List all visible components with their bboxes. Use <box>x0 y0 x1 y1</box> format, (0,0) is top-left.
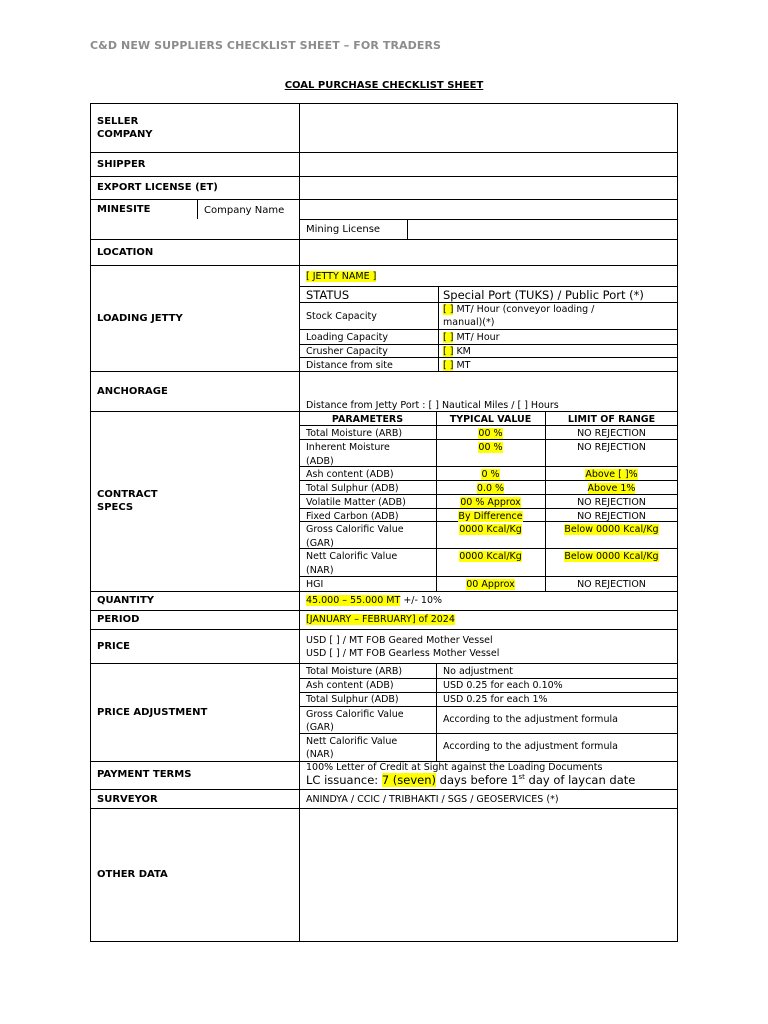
spec-limit-value: Below 0000 Kcal/Kg <box>564 524 659 535</box>
payment-terms-label: PAYMENT TERMS <box>97 769 192 780</box>
adjustment-value: According to the adjustment formula <box>443 741 618 752</box>
price-adjustment-label: PRICE ADJUSTMENT <box>97 707 208 718</box>
spec-limit-value: Above 1% <box>587 483 636 494</box>
loading-jetty-label: LOADING JETTY <box>97 313 183 324</box>
spec-typical-value: 0000 Kcal/Kg <box>459 551 522 562</box>
location-label: LOCATION <box>97 247 154 258</box>
adjustment-param: Total Moisture (ARB) <box>306 666 403 677</box>
spec-limit-value: NO REJECTION <box>577 442 646 453</box>
spec-param: Ash content (ADB) <box>306 469 394 480</box>
spec-param: Total Sulphur (ADB) <box>306 483 399 494</box>
spec-limit-value: NO REJECTION <box>577 428 646 439</box>
spec-header-typical: TYPICAL VALUE <box>449 414 532 425</box>
spec-typical-value: 0.0 % <box>476 483 505 494</box>
spec-typical-value: 00 % <box>478 428 503 439</box>
spec-limit-value: NO REJECTION <box>577 579 646 590</box>
other-data-label: OTHER DATA <box>97 869 168 880</box>
surveyor-label: SURVEYOR <box>97 794 158 805</box>
adjustment-param-suffix: (NAR) <box>306 749 334 760</box>
loading-capacity-value: [ ] MT/ Hour <box>443 332 500 343</box>
spec-param-suffix: (GAR) <box>306 538 334 549</box>
crusher-capacity-value: [ ] KM <box>443 346 471 357</box>
price-geared: USD [ ] / MT FOB Geared Mother Vessel <box>306 635 493 646</box>
spec-limit-value: Below 0000 Kcal/Kg <box>564 551 659 562</box>
stock-capacity-value-2: manual)(*) <box>443 317 495 328</box>
payment-terms-line1: 100% Letter of Credit at Sight against the Loading Documents <box>306 762 603 773</box>
company-name-label: Company Name <box>204 205 285 216</box>
stock-capacity-label: Stock Capacity <box>306 311 377 322</box>
seller-label-2: COMPANY <box>97 129 153 140</box>
distance-from-site-label: Distance from site <box>306 360 393 371</box>
anchorage-distance: Distance from Jetty Port : [ ] Nautical Miles / [ ] Hours <box>306 400 559 411</box>
spec-param-suffix: (ADB) <box>306 456 334 467</box>
adjustment-value: USD 0.25 for each 0.10% <box>443 680 563 691</box>
spec-param: HGI <box>306 579 324 590</box>
spec-limit-value: NO REJECTION <box>577 511 646 522</box>
quantity-value: 45.000 – 55.000 MT +/- 10% <box>306 595 443 606</box>
spec-param: Fixed Carbon (ADB) <box>306 511 399 522</box>
shipper-label: SHIPPER <box>97 159 146 170</box>
spec-param: Inherent Moisture <box>306 442 390 453</box>
spec-limit-value: Above [ ]% <box>585 469 638 480</box>
period-label: PERIOD <box>97 614 140 625</box>
spec-limit-value: NO REJECTION <box>577 497 646 508</box>
page-header: C&D NEW SUPPLIERS CHECKLIST SHEET – FOR TRADERS <box>90 39 442 52</box>
spec-param: Nett Calorific Value <box>306 551 398 562</box>
surveyor-value: ANINDYA / CCIC / TRIBHAKTI / SGS / GEOSERVICES (*) <box>306 794 559 805</box>
export-license-label: EXPORT LICENSE (ET) <box>97 182 218 193</box>
minesite-label: MINESITE <box>97 204 151 215</box>
spec-header-limit: LIMIT OF RANGE <box>567 414 656 425</box>
crusher-capacity-label: Crusher Capacity <box>306 346 388 357</box>
stock-capacity-value: [ ] MT/ Hour (conveyor loading / <box>443 304 595 315</box>
adjustment-value: No adjustment <box>443 666 513 677</box>
spec-param: Total Moisture (ARB) <box>306 428 403 439</box>
adjustment-param: Ash content (ADB) <box>306 680 394 691</box>
price-gearless: USD [ ] / MT FOB Gearless Mother Vessel <box>306 648 500 659</box>
spec-param: Volatile Matter (ADB) <box>306 497 406 508</box>
period-value: [JANUARY – FEBRUARY] of 2024 <box>306 614 455 625</box>
adjustment-param: Gross Calorific Value <box>306 709 404 720</box>
spec-typical-value: 00 % Approx <box>460 497 521 508</box>
spec-typical-value: By Difference <box>458 511 523 522</box>
adjustment-param: Total Sulphur (ADB) <box>306 694 399 705</box>
adjustment-value: According to the adjustment formula <box>443 714 618 725</box>
status-value: Special Port (TUKS) / Public Port (*) <box>443 288 644 302</box>
spec-header-parameters: PARAMETERS <box>331 414 404 425</box>
page-title: COAL PURCHASE CHECKLIST SHEET <box>284 80 484 91</box>
lc-issuance: LC issuance: 7 (seven) days before 1st day of laycan date <box>306 773 636 787</box>
adjustment-param-suffix: (GAR) <box>306 722 334 733</box>
price-label: PRICE <box>97 641 130 652</box>
contract-specs-label-2: SPECS <box>97 502 134 513</box>
mining-license-label: Mining License <box>306 224 381 235</box>
distance-from-site-value: [ ] MT <box>443 360 471 371</box>
loading-capacity-label: Loading Capacity <box>306 332 389 343</box>
contract-specs-label: CONTRACT <box>97 489 158 500</box>
quantity-label: QUANTITY <box>97 595 155 606</box>
spec-typical-value: 0000 Kcal/Kg <box>459 524 522 535</box>
jetty-name: [ JETTY NAME ] <box>306 271 377 282</box>
adjustment-value: USD 0.25 for each 1% <box>443 694 548 705</box>
spec-param-suffix: (NAR) <box>306 565 334 576</box>
spec-param: Gross Calorific Value <box>306 524 404 535</box>
spec-typical-value: 00 Approx <box>466 579 515 590</box>
seller-label: SELLER <box>97 116 139 127</box>
spec-typical-value: 00 % <box>478 442 503 453</box>
adjustment-param: Nett Calorific Value <box>306 736 398 747</box>
spec-typical-value: 0 % <box>481 469 500 480</box>
status-label: STATUS <box>306 288 350 302</box>
anchorage-label: ANCHORAGE <box>97 386 168 397</box>
